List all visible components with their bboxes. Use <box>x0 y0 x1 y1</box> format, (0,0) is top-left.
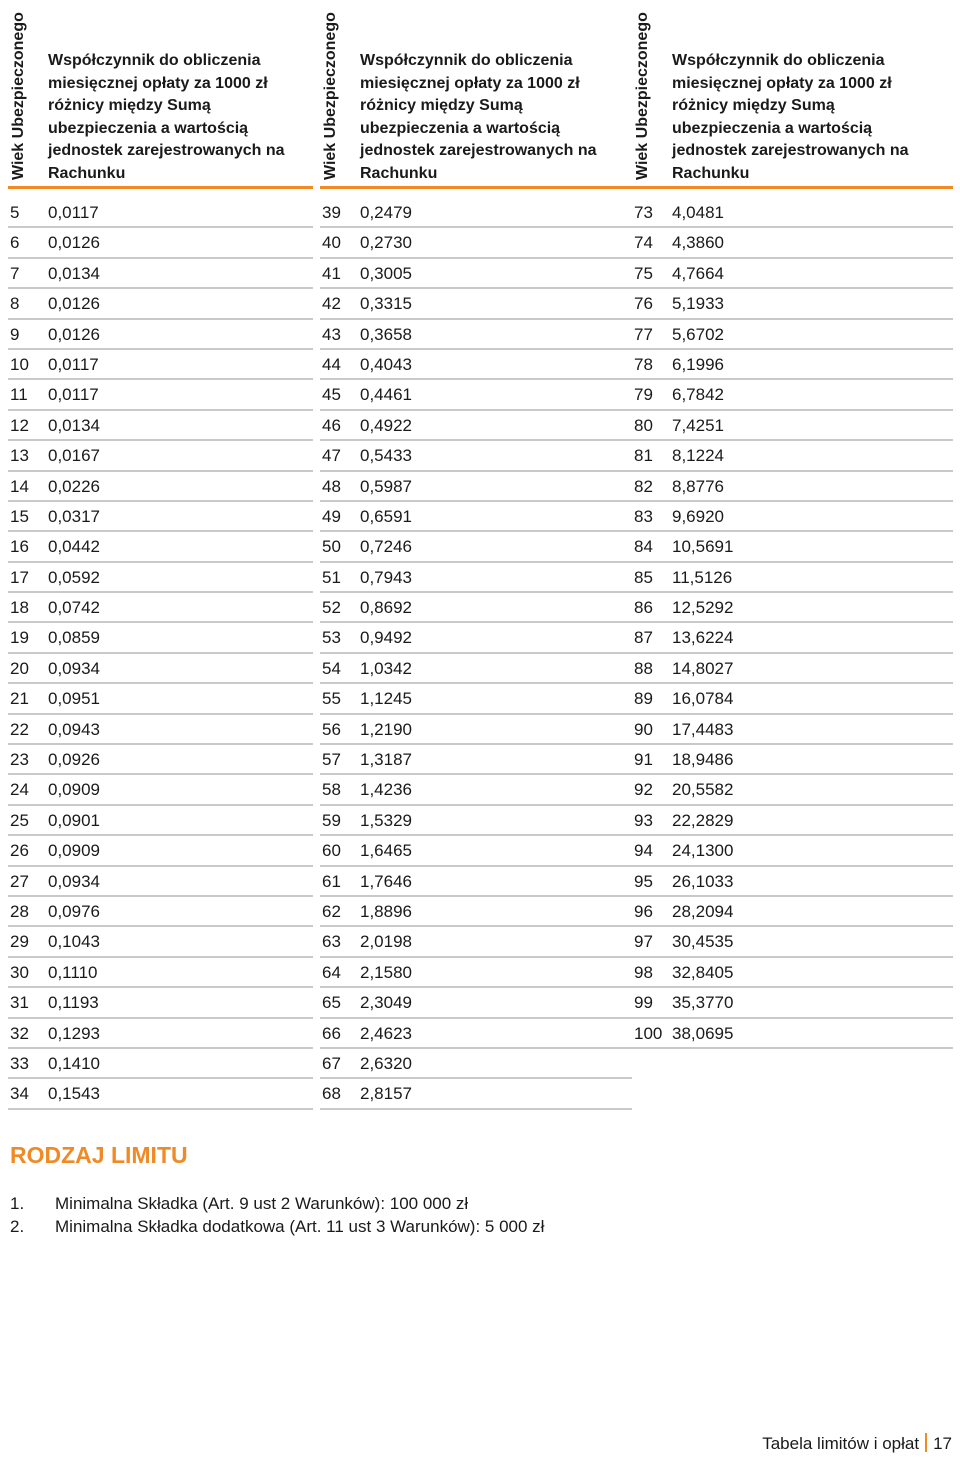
table-row <box>8 289 313 319</box>
coefficient-cell: 0,1193 <box>48 993 99 1013</box>
coefficient-cell: 0,8692 <box>360 598 412 618</box>
age-cell: 10 <box>10 354 29 374</box>
table-row <box>632 350 953 380</box>
list-item-text: Minimalna Składka (Art. 9 ust 2 Warunków): 100 000 zł <box>55 1194 469 1213</box>
coefficient-cell: 0,3658 <box>360 324 412 344</box>
table-row <box>8 1019 313 1049</box>
table-row <box>320 380 632 410</box>
table-row <box>8 897 313 927</box>
table-header <box>632 0 953 189</box>
coefficient-cell: 0,0134 <box>48 415 100 435</box>
table-row <box>320 441 632 471</box>
age-cell: 23 <box>10 750 29 770</box>
age-cell: 75 <box>634 263 653 283</box>
coefficient-cell: 0,0934 <box>48 658 100 678</box>
table-row <box>8 380 313 410</box>
table-column-3 <box>632 0 953 1049</box>
coefficient-cell: 0,0126 <box>48 233 100 253</box>
table-row <box>8 259 313 289</box>
table-row <box>320 1049 632 1079</box>
age-cell: 54 <box>322 658 341 678</box>
coefficient-cell: 6,7842 <box>672 385 724 405</box>
table-row <box>8 532 313 562</box>
limits-section-title: RODZAJ LIMITU <box>10 1142 188 1168</box>
age-cell: 61 <box>322 871 341 891</box>
table-row <box>8 684 313 714</box>
coefficient-cell: 18,9486 <box>672 750 734 770</box>
age-cell: 8 <box>10 294 20 314</box>
age-cell: 43 <box>322 324 341 344</box>
table-row <box>8 320 313 350</box>
age-cell: 39 <box>322 203 341 222</box>
coefficient-cell: 0,0951 <box>48 689 100 709</box>
coefficient-cell: 0,0134 <box>48 263 100 283</box>
age-cell: 27 <box>10 871 29 891</box>
age-cell: 19 <box>10 628 29 648</box>
limits-list <box>10 1192 544 1238</box>
table-row <box>320 472 632 502</box>
table-rows <box>8 198 313 1110</box>
age-cell: 26 <box>10 841 29 861</box>
table-row <box>320 897 632 927</box>
table-row <box>632 1019 953 1049</box>
age-cell: 91 <box>634 750 653 770</box>
coefficient-cell: 0,0117 <box>48 203 99 222</box>
table-row <box>632 988 953 1018</box>
coefficient-cell: 6,1996 <box>672 354 724 374</box>
table-row <box>8 806 313 836</box>
table-row <box>320 745 632 775</box>
table-row <box>320 988 632 1018</box>
coefficient-cell: 0,5987 <box>360 476 412 496</box>
coefficient-cell: 0,0934 <box>48 871 100 891</box>
coefficient-cell: 0,1110 <box>48 962 98 982</box>
table-row <box>632 532 953 562</box>
coefficient-cell: 1,6465 <box>360 841 412 861</box>
coefficient-cell: 20,5582 <box>672 780 734 800</box>
coefficient-cell: 8,1224 <box>672 446 724 466</box>
coefficient-cell: 2,6320 <box>360 1053 412 1073</box>
table-row <box>320 228 632 258</box>
coefficient-cell: 0,2730 <box>360 233 412 253</box>
age-cell: 21 <box>10 689 29 709</box>
coefficient-cell: 17,4483 <box>672 719 734 739</box>
coefficient-cell: 1,2190 <box>360 719 412 739</box>
age-cell: 79 <box>634 385 653 405</box>
age-cell: 83 <box>634 506 653 526</box>
age-cell: 15 <box>10 506 29 526</box>
table-row <box>8 472 313 502</box>
coefficient-cell: 0,4922 <box>360 415 412 435</box>
coefficient-cell: 2,8157 <box>360 1084 412 1104</box>
age-cell: 87 <box>634 628 653 648</box>
table-row <box>8 1049 313 1079</box>
age-cell: 98 <box>634 962 653 982</box>
coefficient-cell: 0,3005 <box>360 263 412 283</box>
age-cell: 64 <box>322 962 341 982</box>
age-cell: 62 <box>322 901 341 921</box>
age-cell: 81 <box>634 446 653 466</box>
coefficient-cell: 35,3770 <box>672 993 734 1013</box>
coefficient-cell: 24,1300 <box>672 841 734 861</box>
table-row <box>632 836 953 866</box>
age-cell: 48 <box>322 476 341 496</box>
age-cell: 68 <box>322 1084 341 1104</box>
age-cell: 18 <box>10 598 29 618</box>
table-row <box>8 988 313 1018</box>
age-cell: 42 <box>322 294 341 314</box>
table-row <box>632 320 953 350</box>
coefficient-cell: 2,1580 <box>360 962 412 982</box>
age-cell: 100 <box>634 1023 663 1043</box>
coefficient-cell: 0,4461 <box>360 385 412 405</box>
footer-divider <box>925 1433 927 1452</box>
coefficient-cell: 32,8405 <box>672 962 734 982</box>
table-row <box>8 958 313 988</box>
coefficient-cell: 5,1933 <box>672 294 724 314</box>
age-cell: 14 <box>10 476 29 496</box>
coefficient-column-header: Współczynnik do obliczenia miesięcznej opłaty za 1000 zł różnicy między Sumą ubezpieczenia a wartością jednostek zarejestrowanych na Rachunku <box>672 52 909 182</box>
age-cell: 93 <box>634 810 653 830</box>
coefficient-cell: 4,3860 <box>672 233 724 253</box>
age-cell: 90 <box>634 719 653 739</box>
coefficient-cell: 12,5292 <box>672 598 734 618</box>
age-cell: 55 <box>322 689 341 709</box>
age-cell: 30 <box>10 962 29 982</box>
coefficient-column-header: Współczynnik do obliczenia miesięcznej opłaty za 1000 zł różnicy między Sumą ubezpieczenia a wartością jednostek zarejestrowanych na Rachunku <box>360 52 597 182</box>
table-row <box>8 654 313 684</box>
age-cell: 92 <box>634 780 653 800</box>
coefficient-cell: 0,0742 <box>48 598 100 618</box>
age-cell: 78 <box>634 354 653 374</box>
coefficient-cell: 1,0342 <box>360 658 412 678</box>
table-row <box>320 563 632 593</box>
coefficient-cell: 0,1543 <box>48 1084 100 1104</box>
age-cell: 73 <box>634 203 653 222</box>
table-row <box>632 775 953 805</box>
table-row <box>8 441 313 471</box>
age-cell: 9 <box>10 324 20 344</box>
age-cell: 41 <box>322 263 341 283</box>
age-cell: 56 <box>322 719 341 739</box>
age-cell: 24 <box>10 780 29 800</box>
coefficient-cell: 0,7246 <box>360 537 412 557</box>
age-cell: 13 <box>10 446 29 466</box>
table-row <box>8 593 313 623</box>
table-row <box>8 502 313 532</box>
age-cell: 29 <box>10 932 29 952</box>
table-row <box>8 715 313 745</box>
coefficient-cell: 0,0442 <box>48 537 100 557</box>
age-column-header: Wiek Ubezpieczonego <box>10 12 27 180</box>
table-row <box>632 289 953 319</box>
table-header <box>320 0 632 189</box>
table-row <box>320 289 632 319</box>
limits-list-item <box>10 1215 544 1238</box>
age-cell: 89 <box>634 689 653 709</box>
age-cell: 97 <box>634 932 653 952</box>
age-cell: 84 <box>634 537 653 557</box>
table-row <box>632 502 953 532</box>
coefficient-cell: 0,2479 <box>360 203 412 222</box>
table-row <box>320 836 632 866</box>
age-cell: 20 <box>10 658 29 678</box>
coefficient-cell: 8,8776 <box>672 476 724 496</box>
table-row <box>632 441 953 471</box>
table-rows <box>320 198 632 1110</box>
table-row <box>632 897 953 927</box>
table-row <box>632 380 953 410</box>
table-row <box>320 320 632 350</box>
age-cell: 33 <box>10 1053 29 1073</box>
table-row <box>320 684 632 714</box>
coefficient-cell: 26,1033 <box>672 871 734 891</box>
table-row <box>320 502 632 532</box>
coefficient-cell: 0,0901 <box>48 810 100 830</box>
table-header <box>8 0 313 189</box>
coefficient-cell: 7,4251 <box>672 415 724 435</box>
table-row <box>320 623 632 653</box>
coefficient-cell: 0,0317 <box>48 506 100 526</box>
coefficient-cell: 4,0481 <box>672 203 724 222</box>
age-cell: 7 <box>10 263 20 283</box>
table-row <box>320 350 632 380</box>
age-cell: 49 <box>322 506 341 526</box>
age-cell: 94 <box>634 841 653 861</box>
table-row <box>320 259 632 289</box>
table-row <box>320 532 632 562</box>
coefficient-cell: 14,8027 <box>672 658 734 678</box>
table-row <box>8 563 313 593</box>
coefficient-cell: 0,0943 <box>48 719 100 739</box>
coefficient-cell: 0,1293 <box>48 1023 100 1043</box>
table-row <box>632 654 953 684</box>
age-cell: 11 <box>10 385 28 405</box>
table-row <box>320 1079 632 1109</box>
age-cell: 85 <box>634 567 653 587</box>
coefficient-cell: 38,0695 <box>672 1023 734 1043</box>
table-column-2 <box>320 0 632 1110</box>
coefficient-cell: 2,0198 <box>360 932 412 952</box>
table-row <box>320 593 632 623</box>
age-cell: 58 <box>322 780 341 800</box>
coefficient-cell: 0,0117 <box>48 354 99 374</box>
age-cell: 57 <box>322 750 341 770</box>
age-cell: 77 <box>634 324 653 344</box>
footer-title: Tabela limitów i opłat <box>762 1434 920 1453</box>
table-row <box>8 350 313 380</box>
table-row <box>8 411 313 441</box>
coefficient-cell: 0,0909 <box>48 841 100 861</box>
age-cell: 16 <box>10 537 29 557</box>
list-item-text: Minimalna Składka dodatkowa (Art. 11 ust 3 Warunków): 5 000 zł <box>55 1217 545 1236</box>
coefficient-cell: 2,4623 <box>360 1023 412 1043</box>
coefficient-cell: 0,7943 <box>360 567 412 587</box>
table-row <box>8 867 313 897</box>
table-row <box>632 958 953 988</box>
table-row <box>632 715 953 745</box>
age-cell: 50 <box>322 537 341 557</box>
table-row <box>632 228 953 258</box>
coefficient-cell: 1,1245 <box>360 689 412 709</box>
table-row <box>632 684 953 714</box>
age-cell: 86 <box>634 598 653 618</box>
coefficient-cell: 28,2094 <box>672 901 734 921</box>
age-cell: 44 <box>322 354 341 374</box>
coefficient-cell: 0,9492 <box>360 628 412 648</box>
coefficient-cell: 9,6920 <box>672 506 724 526</box>
page-footer <box>762 1433 952 1454</box>
table-row <box>320 958 632 988</box>
table-row <box>8 775 313 805</box>
age-cell: 32 <box>10 1023 29 1043</box>
list-item-number: 1. <box>10 1194 25 1213</box>
table-row <box>632 472 953 502</box>
coefficient-cell: 0,6591 <box>360 506 412 526</box>
coefficient-cell: 1,8896 <box>360 901 412 921</box>
table-row <box>632 623 953 653</box>
coefficient-cell: 16,0784 <box>672 689 734 709</box>
coefficient-cell: 1,4236 <box>360 780 412 800</box>
table-row <box>8 228 313 258</box>
coefficient-cell: 13,6224 <box>672 628 734 648</box>
table-row <box>632 867 953 897</box>
age-cell: 34 <box>10 1084 29 1104</box>
age-cell: 45 <box>322 385 341 405</box>
age-cell: 53 <box>322 628 341 648</box>
age-cell: 67 <box>322 1053 341 1073</box>
age-cell: 51 <box>322 567 341 587</box>
coefficient-cell: 1,3187 <box>360 750 412 770</box>
coefficient-cell: 0,0859 <box>48 628 100 648</box>
table-row <box>8 623 313 653</box>
table-row <box>8 1079 313 1109</box>
coefficient-cell: 0,5433 <box>360 446 412 466</box>
table-row <box>320 1019 632 1049</box>
age-cell: 82 <box>634 476 653 496</box>
age-cell: 60 <box>322 841 341 861</box>
age-cell: 80 <box>634 415 653 435</box>
age-cell: 99 <box>634 993 653 1013</box>
table-row <box>8 198 313 228</box>
coefficient-cell: 1,5329 <box>360 810 412 830</box>
age-cell: 40 <box>322 233 341 253</box>
age-cell: 28 <box>10 901 29 921</box>
age-cell: 74 <box>634 233 653 253</box>
coefficient-cell: 2,3049 <box>360 993 412 1013</box>
table-row <box>632 745 953 775</box>
table-row <box>320 775 632 805</box>
age-column-header: Wiek Ubezpieczonego <box>634 12 651 180</box>
coefficient-cell: 0,0592 <box>48 567 100 587</box>
coefficient-cell: 30,4535 <box>672 932 734 952</box>
age-cell: 66 <box>322 1023 341 1043</box>
table-rows <box>632 198 953 1049</box>
age-cell: 5 <box>10 203 20 222</box>
coefficient-column-header: Współczynnik do obliczenia miesięcznej opłaty za 1000 zł różnicy między Sumą ubezpieczenia a wartością jednostek zarejestrowanych na Rachunku <box>48 52 285 182</box>
table-row <box>320 198 632 228</box>
age-cell: 17 <box>10 567 29 587</box>
age-cell: 59 <box>322 810 341 830</box>
coefficient-cell: 22,2829 <box>672 810 734 830</box>
coefficient-cell: 0,1410 <box>48 1053 100 1073</box>
age-cell: 76 <box>634 294 653 314</box>
age-column-header: Wiek Ubezpieczonego <box>322 12 339 180</box>
list-item-number: 2. <box>10 1217 25 1236</box>
age-cell: 12 <box>10 415 29 435</box>
table-row <box>320 411 632 441</box>
table-row <box>632 927 953 957</box>
coefficient-cell: 0,1043 <box>48 932 100 952</box>
table-row <box>8 745 313 775</box>
age-cell: 96 <box>634 901 653 921</box>
table-row <box>320 715 632 745</box>
table-row <box>632 593 953 623</box>
coefficient-cell: 0,0117 <box>48 385 99 405</box>
coefficient-cell: 0,0167 <box>48 446 100 466</box>
age-cell: 65 <box>322 993 341 1013</box>
age-cell: 88 <box>634 658 653 678</box>
coefficient-cell: 10,5691 <box>672 537 734 557</box>
age-cell: 95 <box>634 871 653 891</box>
coefficient-cell: 0,0126 <box>48 324 100 344</box>
page-number: 17 <box>933 1434 952 1453</box>
age-cell: 22 <box>10 719 29 739</box>
table-row <box>632 411 953 441</box>
table-row <box>632 198 953 228</box>
age-cell: 6 <box>10 233 20 253</box>
table-row <box>320 654 632 684</box>
coefficient-cell: 11,5126 <box>672 567 733 587</box>
table-row <box>320 806 632 836</box>
table-row <box>320 867 632 897</box>
coefficient-cell: 5,6702 <box>672 324 724 344</box>
coefficient-cell: 0,0976 <box>48 901 100 921</box>
table-row <box>632 563 953 593</box>
table-row <box>8 836 313 866</box>
age-cell: 52 <box>322 598 341 618</box>
table-row <box>320 927 632 957</box>
coefficient-cell: 0,0226 <box>48 476 100 496</box>
age-cell: 63 <box>322 932 341 952</box>
limits-list-item <box>10 1192 544 1215</box>
table-row <box>632 806 953 836</box>
coefficient-cell: 1,7646 <box>360 871 412 891</box>
age-cell: 31 <box>10 993 29 1013</box>
coefficient-cell: 0,4043 <box>360 354 412 374</box>
coefficient-cell: 0,0926 <box>48 750 100 770</box>
coefficient-cell: 0,3315 <box>360 294 412 314</box>
table-row <box>8 927 313 957</box>
age-cell: 25 <box>10 810 29 830</box>
coefficient-cell: 0,0126 <box>48 294 100 314</box>
coefficient-cell: 4,7664 <box>672 263 724 283</box>
age-cell: 47 <box>322 446 341 466</box>
age-cell: 46 <box>322 415 341 435</box>
table-row <box>632 259 953 289</box>
table-column-1 <box>8 0 313 1110</box>
coefficient-cell: 0,0909 <box>48 780 100 800</box>
